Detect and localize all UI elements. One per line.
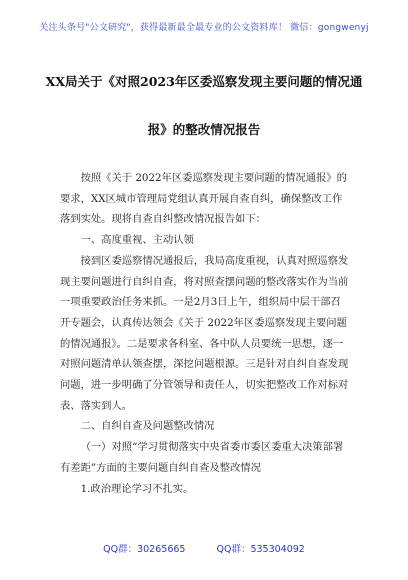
qq-group-1: QQ群：30265665 — [103, 544, 186, 555]
document-body — [60, 168, 350, 499]
footer-contacts — [0, 541, 408, 555]
section-heading-2: 二、自纠自查及问题整改情况 — [80, 420, 215, 433]
subsection-heading-1: （一）对照“学习贯彻落实中央省委市委区委重大决策部署有差距”方面的主要问题自纠自查及整改情况 — [60, 441, 344, 474]
item-heading-1: 1.政治理论学习不扎实。 — [80, 482, 194, 495]
document-title-line-2: 报》的整改情况报告 — [147, 122, 261, 137]
promo-banner: 关注头条号"公文研究"，获得最新最全最专业的公文资料库！ 微信：gongwenyj — [39, 23, 369, 33]
intro-paragraph: 按照《关于 2022年区委巡察发现主要问题的情况通报》的要求，XX区城市管理局党组认真开展自查自纠，确保整改工作落到实处。现将自查自纠整改情况报告如下： — [60, 172, 347, 226]
qq-group-2: QQ群：535304092 — [216, 544, 305, 555]
section-heading-1: 一、高度重视、主动认领 — [80, 234, 194, 247]
section-1-paragraph: 接到区委巡察情况通报后，我局高度重视，认真对照巡察发现主要问题进行自纠自查，将对照查摆问题的整改落实作为当前一项重要政治任务来抓。一是2月3日上午，组织局中层干部召开专题会，认真传达领会《关于 2022年区委巡察发现主要问题的情况通报》。二是要求各科室、各中队人员要统一思想，逐一对照问题清单认领查摆，深挖问题根源。三是针对自纠自查发现问题，进一步明确了分管领导和责任人，切实把整改工作对标对表、落实到人。 — [60, 254, 349, 412]
document-title-line-1: XX局关于《对照2023年区委巡察发现主要问题的情况通 — [45, 74, 363, 89]
